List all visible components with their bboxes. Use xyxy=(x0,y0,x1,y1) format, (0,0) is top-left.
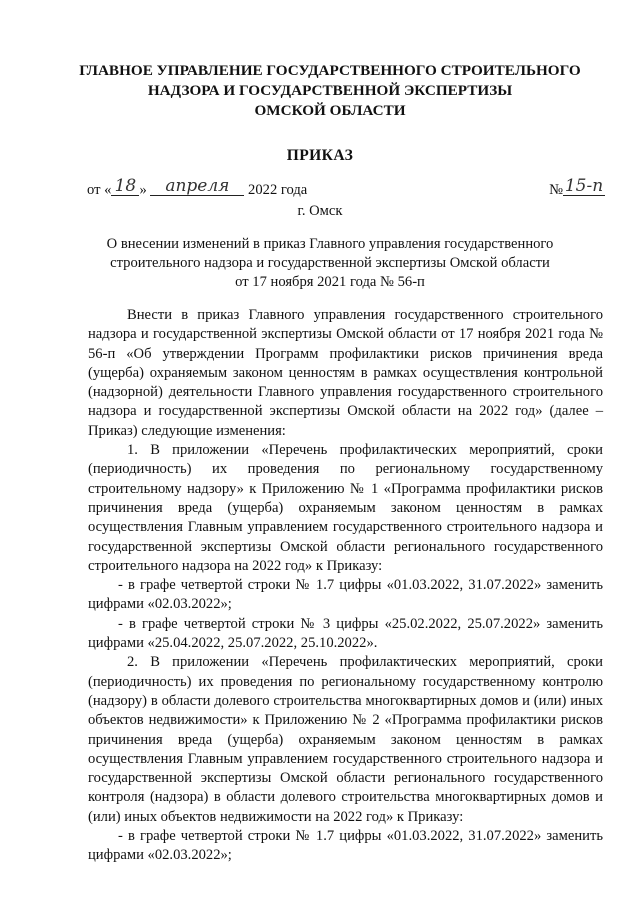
date-year: 2022 года xyxy=(248,182,308,198)
subject-line-1: О внесении изменений в приказ Главного управления государственного xyxy=(106,236,554,252)
header-line-2: НАДЗОРА И ГОСУДАРСТВЕННОЙ ЭКСПЕРТИЗЫ xyxy=(147,82,513,99)
order-body xyxy=(88,306,603,866)
body-dash-item-2-1: - в графе четвертой строки № 1.7 цифры «01.03.2022, 31.07.2022» заменить цифрами «02.03.2022»; xyxy=(88,828,603,864)
number-sign: № xyxy=(549,182,563,198)
document-title: ПРИКАЗ xyxy=(286,147,354,164)
subject-line-2: строительного надзора и государственной экспертизы Омской области xyxy=(110,255,550,271)
order-number xyxy=(549,176,605,199)
date-quote-close: » xyxy=(139,182,147,198)
order-subject xyxy=(80,235,580,292)
body-dash-item-1-2: - в графе четвертой строки № 3 цифры «25.02.2022, 25.07.2022» заменить цифрами «25.04.2022, 25.07.2022, 25.10.2022». xyxy=(88,615,603,652)
subject-line-3: от 17 ноября 2021 года № 56-п xyxy=(235,274,425,290)
order-date-line xyxy=(87,176,605,204)
body-paragraph-intro: Внести в приказ Главного управления государственного строительного надзора и государственной экспертизы Омской области от 17 ноября 2021 года № 56-п «Об утверждении Программ профилактики рисков причинения вреда (ущерба) охраняемым законом ценностям в рамках осуществления контрольной (надзорной) деятельности Главного управления государственного строительного надзора и государственной экспертизы Омской области на 2022 год» (далее – Приказ) следующие изменения: xyxy=(88,307,603,439)
handwritten-month: апреля xyxy=(150,177,244,196)
handwritten-day: 18 xyxy=(111,177,139,196)
header-line-3: ОМСКОЙ ОБЛАСТИ xyxy=(254,102,406,119)
order-date xyxy=(87,176,308,199)
body-dash-item-1-1: - в графе четвертой строки № 1.7 цифры «01.03.2022, 31.07.2022» заменить цифрами «02.03.2022»; xyxy=(88,577,603,613)
handwritten-number: 15-п xyxy=(564,176,604,196)
body-paragraph-item-2: 2. В приложении «Перечень профилактических мероприятий, сроки (периодичность) их проведения по региональному государственному контролю (надзору) в области долевого строительства многоквартирных домов и (или) иных объектов недвижимости» к Приложению № 2 «Программа профилактики рисков причинения вреда (ущерба) охраняемым законом ценностям в рамках осуществления Главным управлением государственного строительного надзора и государственной экспертизы Омской области регионального государственного контроля (надзора) в области долевого строительства многоквартирных домов и (или) иных объектов недвижимости на 2022 год» к Приказу: xyxy=(88,654,603,825)
body-paragraph-item-1: 1. В приложении «Перечень профилактических мероприятий, сроки (периодичность) их проведения по региональному государственному строительному надзору» к Приложению № 1 «Программа профилактики рисков причинения вреда (ущерба) охраняемым законом ценностям в рамках осуществления Главным управлением государственного строительного надзора и государственной экспертизы Омской области регионального государственного строительного надзора на 2022 год» к Приказу: xyxy=(88,442,603,574)
header-line-1: ГЛАВНОЕ УПРАВЛЕНИЕ ГОСУДАРСТВЕННОГО СТРОИТЕЛЬНОГО xyxy=(79,62,581,79)
date-prefix: от « xyxy=(87,182,112,198)
city-line: г. Омск xyxy=(297,203,343,219)
organization-header xyxy=(60,61,600,121)
